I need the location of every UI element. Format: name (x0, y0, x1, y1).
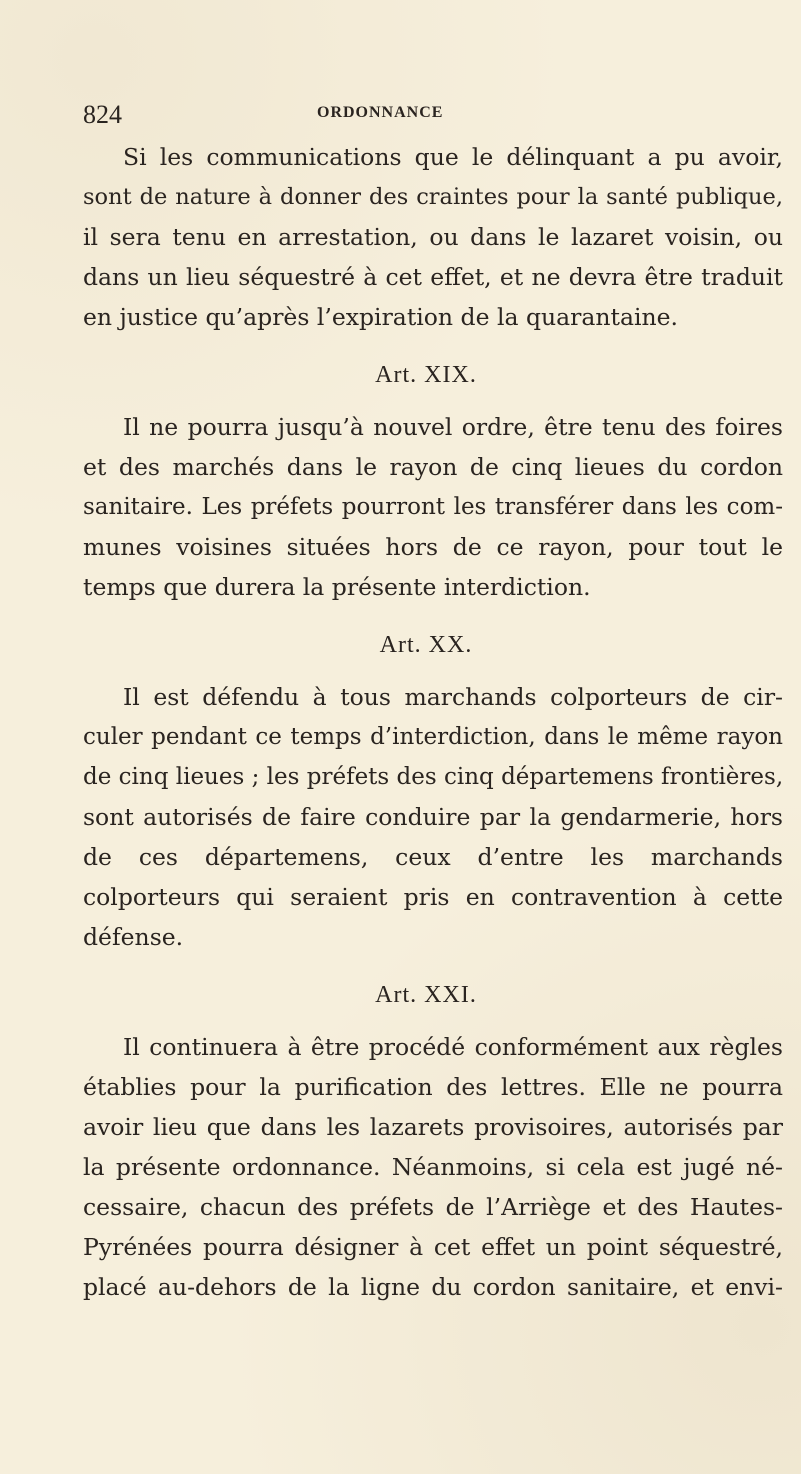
text-line: sanitaire. Les préfets pourront les transférer dans les com- (83, 494, 783, 520)
text-line: dans un lieu séquestré à cet effet, et ne devra être traduit (83, 263, 783, 291)
text-line: de ces départemens, ceux d’entre les marchands (83, 843, 783, 871)
text-line: colporteurs qui seraient pris en contravention à cette (83, 883, 783, 911)
text-line: avoir lieu que dans les lazarets provisoires, autorisés par (83, 1113, 783, 1141)
article-xix (83, 337, 783, 607)
text-line: Il ne pourra jusqu’à nouvel ordre, être tenu des foires (123, 413, 783, 441)
text-line: de cinq lieues ; les préfets des cinq départemens frontières, (83, 764, 784, 790)
text-line: il sera tenu en arrestation, ou dans le lazaret voisin, ou (83, 223, 783, 251)
text-line: culer pendant ce temps d’interdiction, dans le même rayon (83, 724, 783, 750)
article-xxi (83, 957, 783, 1307)
text-line: Il continuera à être procédé conformément aux règles (123, 1033, 783, 1061)
text-line: établies pour la purification des lettres. Elle ne pourra (83, 1073, 783, 1101)
text-line: temps que durera la présente interdiction. (83, 573, 591, 601)
text-line: et des marchés dans le rayon de cinq lieues du cordon (83, 453, 783, 481)
text-line: Si les communications que le délinquant a pu avoir, (123, 143, 783, 171)
running-head: ORDONNANCE (317, 104, 444, 121)
article-heading: Art. XX. (379, 632, 473, 658)
page-header (83, 98, 703, 132)
text-line: cessaire, chacun des préfets de l’Arriège et des Hautes- (83, 1193, 783, 1221)
page-number: 824 (83, 100, 122, 129)
body-text (83, 137, 783, 1307)
text-line: en justice qu’après l’expiration de la quarantaine. (83, 303, 678, 331)
text-line: sont autorisés de faire conduire par la gendarmerie, hors (83, 803, 783, 831)
paragraph-continuation (83, 137, 783, 337)
text-line: Il est défendu à tous marchands colporteurs de cir- (123, 683, 783, 711)
article-heading: Art. XXI. (375, 982, 477, 1008)
text-line: défense. (83, 923, 184, 951)
text-line: la présente ordonnance. Néanmoins, si cela est jugé né- (83, 1153, 783, 1181)
text-line: munes voisines situées hors de ce rayon, pour tout le (83, 533, 783, 561)
text-line: Pyrénées pourra désigner à cet effet un point séquestré, (83, 1233, 783, 1261)
article-xx (83, 607, 783, 957)
article-heading: Art. XIX. (375, 362, 477, 388)
text-line: sont de nature à donner des craintes pour la santé publique, (83, 184, 783, 210)
text-line: placé au-dehors de la ligne du cordon sanitaire, et envi- (83, 1273, 783, 1301)
